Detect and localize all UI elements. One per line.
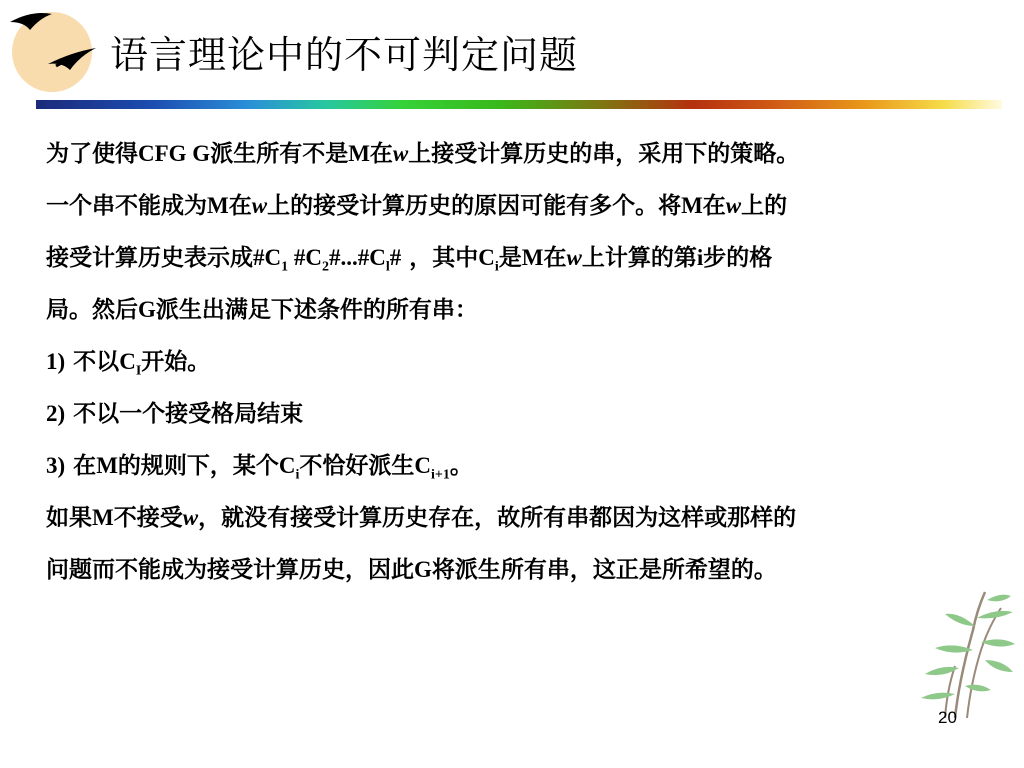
text-run: w xyxy=(182,505,199,530)
text-run: C xyxy=(414,453,432,478)
text-run: 不接受 xyxy=(113,505,183,531)
text-run: i xyxy=(494,259,499,275)
text-run: M xyxy=(92,505,114,530)
text-run: l xyxy=(385,259,390,275)
text-run: C xyxy=(478,245,495,270)
rainbow-divider xyxy=(36,100,1002,109)
text-run: 将派生所有串，这正是所希望的。 xyxy=(431,557,777,583)
text-run: 上的 xyxy=(741,193,788,219)
body-line-2 xyxy=(46,180,986,232)
bamboo-icon xyxy=(915,590,1015,720)
body-line-8 xyxy=(46,492,986,544)
seagull-logo-icon xyxy=(0,0,120,100)
text-run: 在 xyxy=(228,193,252,219)
text-run: 如果 xyxy=(46,505,92,531)
text-run: C xyxy=(278,453,296,478)
body-line-5 xyxy=(46,336,986,388)
text-run: 是 xyxy=(498,245,522,271)
text-run: 不恰好派生 xyxy=(299,453,415,479)
text-run: M xyxy=(207,193,229,218)
text-run: 开始。 xyxy=(141,349,211,375)
text-run: 一个串不能成为 xyxy=(46,193,207,219)
text-run: G xyxy=(414,557,432,582)
text-run: i xyxy=(696,245,704,270)
text-run: w xyxy=(251,193,268,218)
text-run: M xyxy=(96,453,118,478)
body-line-3 xyxy=(46,232,986,284)
text-run: w xyxy=(566,245,582,270)
text-run: 派生所有不是 xyxy=(210,141,349,167)
text-run: i xyxy=(295,467,300,483)
text-run: G xyxy=(138,297,156,322)
text-run: 1) xyxy=(46,349,66,374)
text-run: 上接受计算历史的串，采用下的策略。 xyxy=(408,141,800,167)
text-run: 不以 xyxy=(65,349,120,375)
text-run: ，其中 xyxy=(401,245,479,271)
text-run: 上计算的第 xyxy=(581,245,697,271)
body-line-6 xyxy=(46,388,986,440)
text-run: 不以一个接受格局结束 xyxy=(65,401,304,427)
text-run: I xyxy=(135,363,142,379)
text-run: w xyxy=(725,193,742,218)
text-run: 1 xyxy=(281,259,289,275)
text-run: 上的接受计算历史的原因可能有多个。将 xyxy=(267,193,682,219)
text-run: CFG G xyxy=(138,141,211,166)
text-run: 派生出满足下述条件的所有串： xyxy=(155,297,478,323)
slide-title: 语言理论中的不可判定问题 xyxy=(110,33,579,77)
text-run: i+1 xyxy=(431,467,450,483)
text-run: w xyxy=(392,141,409,166)
body-line-1 xyxy=(46,128,986,180)
text-run: 在 xyxy=(543,245,567,271)
text-run: 局。然后 xyxy=(46,297,138,323)
text-run: #C xyxy=(288,245,322,270)
text-run: 在 xyxy=(369,141,393,167)
text-run: 接受计算历史表示成 xyxy=(46,245,253,271)
body-line-9 xyxy=(46,544,986,596)
text-run: #...#C xyxy=(329,245,386,270)
text-run: 。 xyxy=(449,453,473,479)
text-run: M xyxy=(521,245,544,270)
text-run: C xyxy=(119,349,136,374)
slide-body xyxy=(46,128,986,596)
page-number: 20 xyxy=(938,708,957,727)
bamboo-stems xyxy=(945,592,1001,718)
text-run: 问题而不能成为接受计算历史，因此 xyxy=(46,557,414,583)
text-run: 2 xyxy=(322,259,329,275)
text-run: ，就没有接受计算历史存在，故所有串都因为这样或那样的 xyxy=(198,505,797,531)
text-run: # xyxy=(389,245,402,270)
text-run: 步的格 xyxy=(703,245,773,271)
text-run: 在 xyxy=(65,453,97,479)
text-run: M xyxy=(348,141,370,166)
body-line-4 xyxy=(46,284,986,336)
text-run: #C xyxy=(253,245,282,270)
text-run: 为了使得 xyxy=(46,141,138,167)
text-run: M xyxy=(681,193,703,218)
text-run: 3) xyxy=(46,453,66,478)
text-run: 在 xyxy=(702,193,726,219)
text-run: 2) xyxy=(46,401,66,426)
body-line-7 xyxy=(46,440,986,492)
text-run: 的规则下，某个 xyxy=(117,453,279,479)
